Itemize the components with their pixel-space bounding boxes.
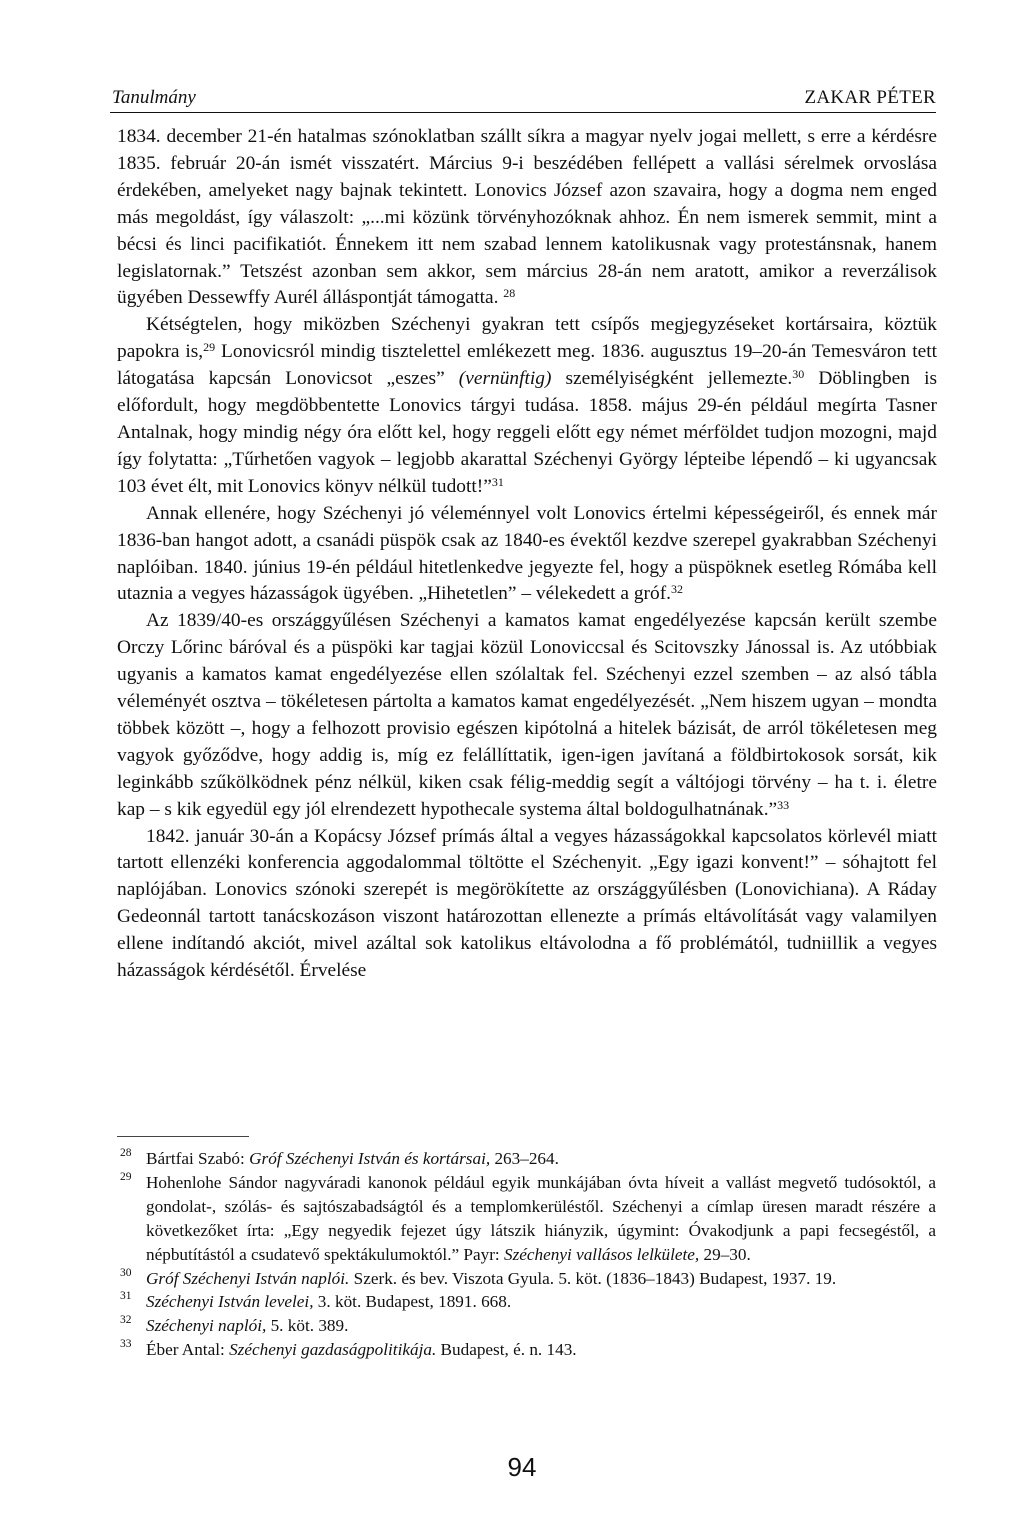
body-text [117, 124, 937, 985]
footnote-reference: 32 [671, 582, 684, 597]
text-run: Lonovicsról mindig tisztelettel emlékezett meg. 1836. augusztus 19–20-án Temesváron tett látogatása kapcsán Lonovicsot „eszes” [117, 341, 937, 390]
text-run: Bártfai Szabó: [146, 1149, 250, 1168]
footnote [120, 1267, 936, 1291]
paragraph [117, 124, 937, 312]
italic-text: Széchenyi vallásos lelkülete, [504, 1244, 700, 1264]
footnote-number: 29 [120, 1170, 132, 1183]
running-header [110, 84, 936, 113]
footnote [120, 1338, 936, 1362]
paragraph [117, 501, 937, 609]
text-run: Annak ellenére, hogy Széchenyi jó véleménnyel volt Lonovics értelmi képességeiről, és ennek már 1836-ban hangot adott, a csanádi püspök csak az 1840-es évektől kezdve szerepel gyakrabban Széchenyi naplóiban. 1840. június 19-én például hitetlenkedve jegyezte fel, hogy a püspöknek esetleg Rómába kell utaznia a vegyes házasságok ügyében. „Hihetetlen” – vélekedett a gróf. [117, 502, 937, 605]
footnote [120, 1314, 936, 1338]
text-run: Hohenlohe Sándor nagyváradi kanonok például egyik munkájában óvta híveit a vallást megvető tudósoktól, a gondolat-, szólás- és sajtószabadságtól és a templomkerüléstől. Széchenyi a címlap üresen maradt részére a következőket írta: „Egy negyedik fejezet úgy látszik hiányzik, úgymint: Óvakodjunk a papi fecsegéstől, a népbutítástól a csudatevő spektákulumoktól.” Payr: [146, 1172, 936, 1264]
italic-text: Gróf Széchenyi István naplói. [146, 1268, 350, 1288]
header-author: ZAKAR PÉTER [804, 87, 936, 108]
footnote-reference: 29 [203, 340, 216, 355]
footnote-reference: 33 [777, 797, 790, 812]
paragraph [117, 824, 937, 985]
text-run: Döblingben is előfordult, hogy megdöbbentette Lonovics tárgyi tudása. 1858. május 29-én például megírta Tasner Antalnak, hogy mindig négy óra előtt kel, hogy reggeli előtt egy német mérföldet tudjon mozogni, majd így folytatta: „Tűrhetően vagyok – legjobb akarattal Széchenyi György lépteibe lépendő – ki ugyancsak 103 évet élt, mit Lonovics könyv nélkül tudott!” [117, 368, 938, 497]
footnote-number: 32 [120, 1314, 132, 1327]
footnote-number: 30 [120, 1266, 132, 1279]
footnote-number: 28 [120, 1147, 132, 1159]
italic-text: Széchenyi István levelei, [146, 1292, 314, 1312]
header-section-title: Tanulmány [112, 87, 196, 108]
text-run: Éber Antal: [146, 1340, 230, 1360]
italic-text: Széchenyi naplói, [146, 1316, 267, 1336]
italic-text: (vernünftig) [458, 368, 552, 390]
text-run: 3. köt. Budapest, 1891. 668. [313, 1292, 512, 1312]
italic-text: Széchenyi gazdaságpolitikája. [229, 1340, 437, 1360]
text-run: 263–264. [490, 1149, 559, 1168]
footnote-reference: 28 [503, 286, 516, 301]
text-run: 1842. január 30-án a Kopácsy József prímás által a vegyes házasságokkal kapcsolatos körlevél miatt tartott ellenzéki konferencia aggodalommal töltötte el Széchenyit. „Egy igazi konvent!” – sóhajtott fel naplójában. Lonovics szónoki szerepét is megörökítette az országgyűlésben (Lonovichiana). A Ráday Gedeonnál tartott tanácskozáson viszont határozottan ellenezte a prímás eltávolítását vagy valamilyen ellene indítandó akciót, mivel azáltal sok katolikus eltávolodna a fő problémától, tudniillik a vegyes házasságok kérdésétől. Érvelése [117, 825, 937, 982]
italic-text: Gróf Széchenyi István és kortársai, [249, 1149, 491, 1168]
text-run: Kétségtelen, hogy miközben Széchenyi gyakran tett csípős megjegyzéseket kortársaira, köztük papokra is, [117, 314, 937, 363]
footnote-reference: 31 [491, 474, 504, 489]
footnote-number: 31 [120, 1290, 132, 1303]
footnote-separator [117, 1136, 249, 1137]
text-run: 1834. december 21-én hatalmas szónoklatban szállt síkra a magyar nyelv jogai mellett, s erre a kérdésre 1835. február 20-án ismét visszatért. Március 9-i beszédében fellépett a vallási sérelmek orvoslása érdekében, amelyeket nagy bajnak tekintett. Lonovics József azon szavaira, hogy a dogma nem enged más megoldást, így válaszolt: „...mi közünk törvényhozóknak ahhoz. Én nem ismerek semmit, mint a bécsi és linci pacifikatiót. Énnekem itt nem szabad lennem katolikusnak vagy protestánsnak, hanem legislatornak.” Tetszést azonban sem akkor, sem március 28-án nem aratott, amikor a reverzálisok ügyében Dessewffy Aurél álláspontját támogatta. [117, 126, 937, 309]
footnote-reference: 30 [792, 367, 805, 382]
page-number: 94 [507, 1452, 537, 1482]
footnote [120, 1147, 936, 1171]
text-run: Szerk. és bev. Viszota Gyula. 5. köt. (1836–1843) Budapest, 1937. 19. [349, 1268, 837, 1288]
footnote [120, 1171, 936, 1267]
text-run: 29–30. [699, 1244, 751, 1264]
footnote [120, 1290, 936, 1314]
text-run: 5. köt. 389. [266, 1316, 349, 1336]
text-run: személyiségként jellemezte. [551, 368, 793, 390]
footnotes [120, 1147, 936, 1362]
text-run: Budapest, é. n. 143. [436, 1340, 577, 1360]
paragraph [117, 608, 937, 823]
paragraph [117, 312, 937, 500]
text-run: Az 1839/40-es országgyűlésen Széchenyi a kamatos kamat engedélyezése kapcsán került szembe Orczy Lőrinc báróval és a püspöki kar tagjai közül Lonoviccsal és Scitovszky Jánossal is. Az utóbbiak ugyanis a kamatos kamat engedélyezése ellen szólaltak fel. Széchenyi ezzel szemben – az alsó tábla véleményét osztva – tökéletesen pártolta a kamatos kamat engedélyezését. „Nem hiszem ugyan – mondta többek között –, hogy a felhozott provisio egészen kipótolná a hitelek bázisát, de arról tökéletesen meg vagyok győződve, hogy addig is, míg ez felállíttatik, igen-igen javítaná a földbirtokosok sorsát, kik leginkább szűkölködnek pénz nélkül, kiken csak félig-meddig segít a váltójogi törvény – ha t. i. életre kap – s kik egyedül egy jól elrendezett hypothecale systema által boldogulhatnának.” [117, 610, 937, 820]
footnote-number: 33 [120, 1338, 132, 1351]
